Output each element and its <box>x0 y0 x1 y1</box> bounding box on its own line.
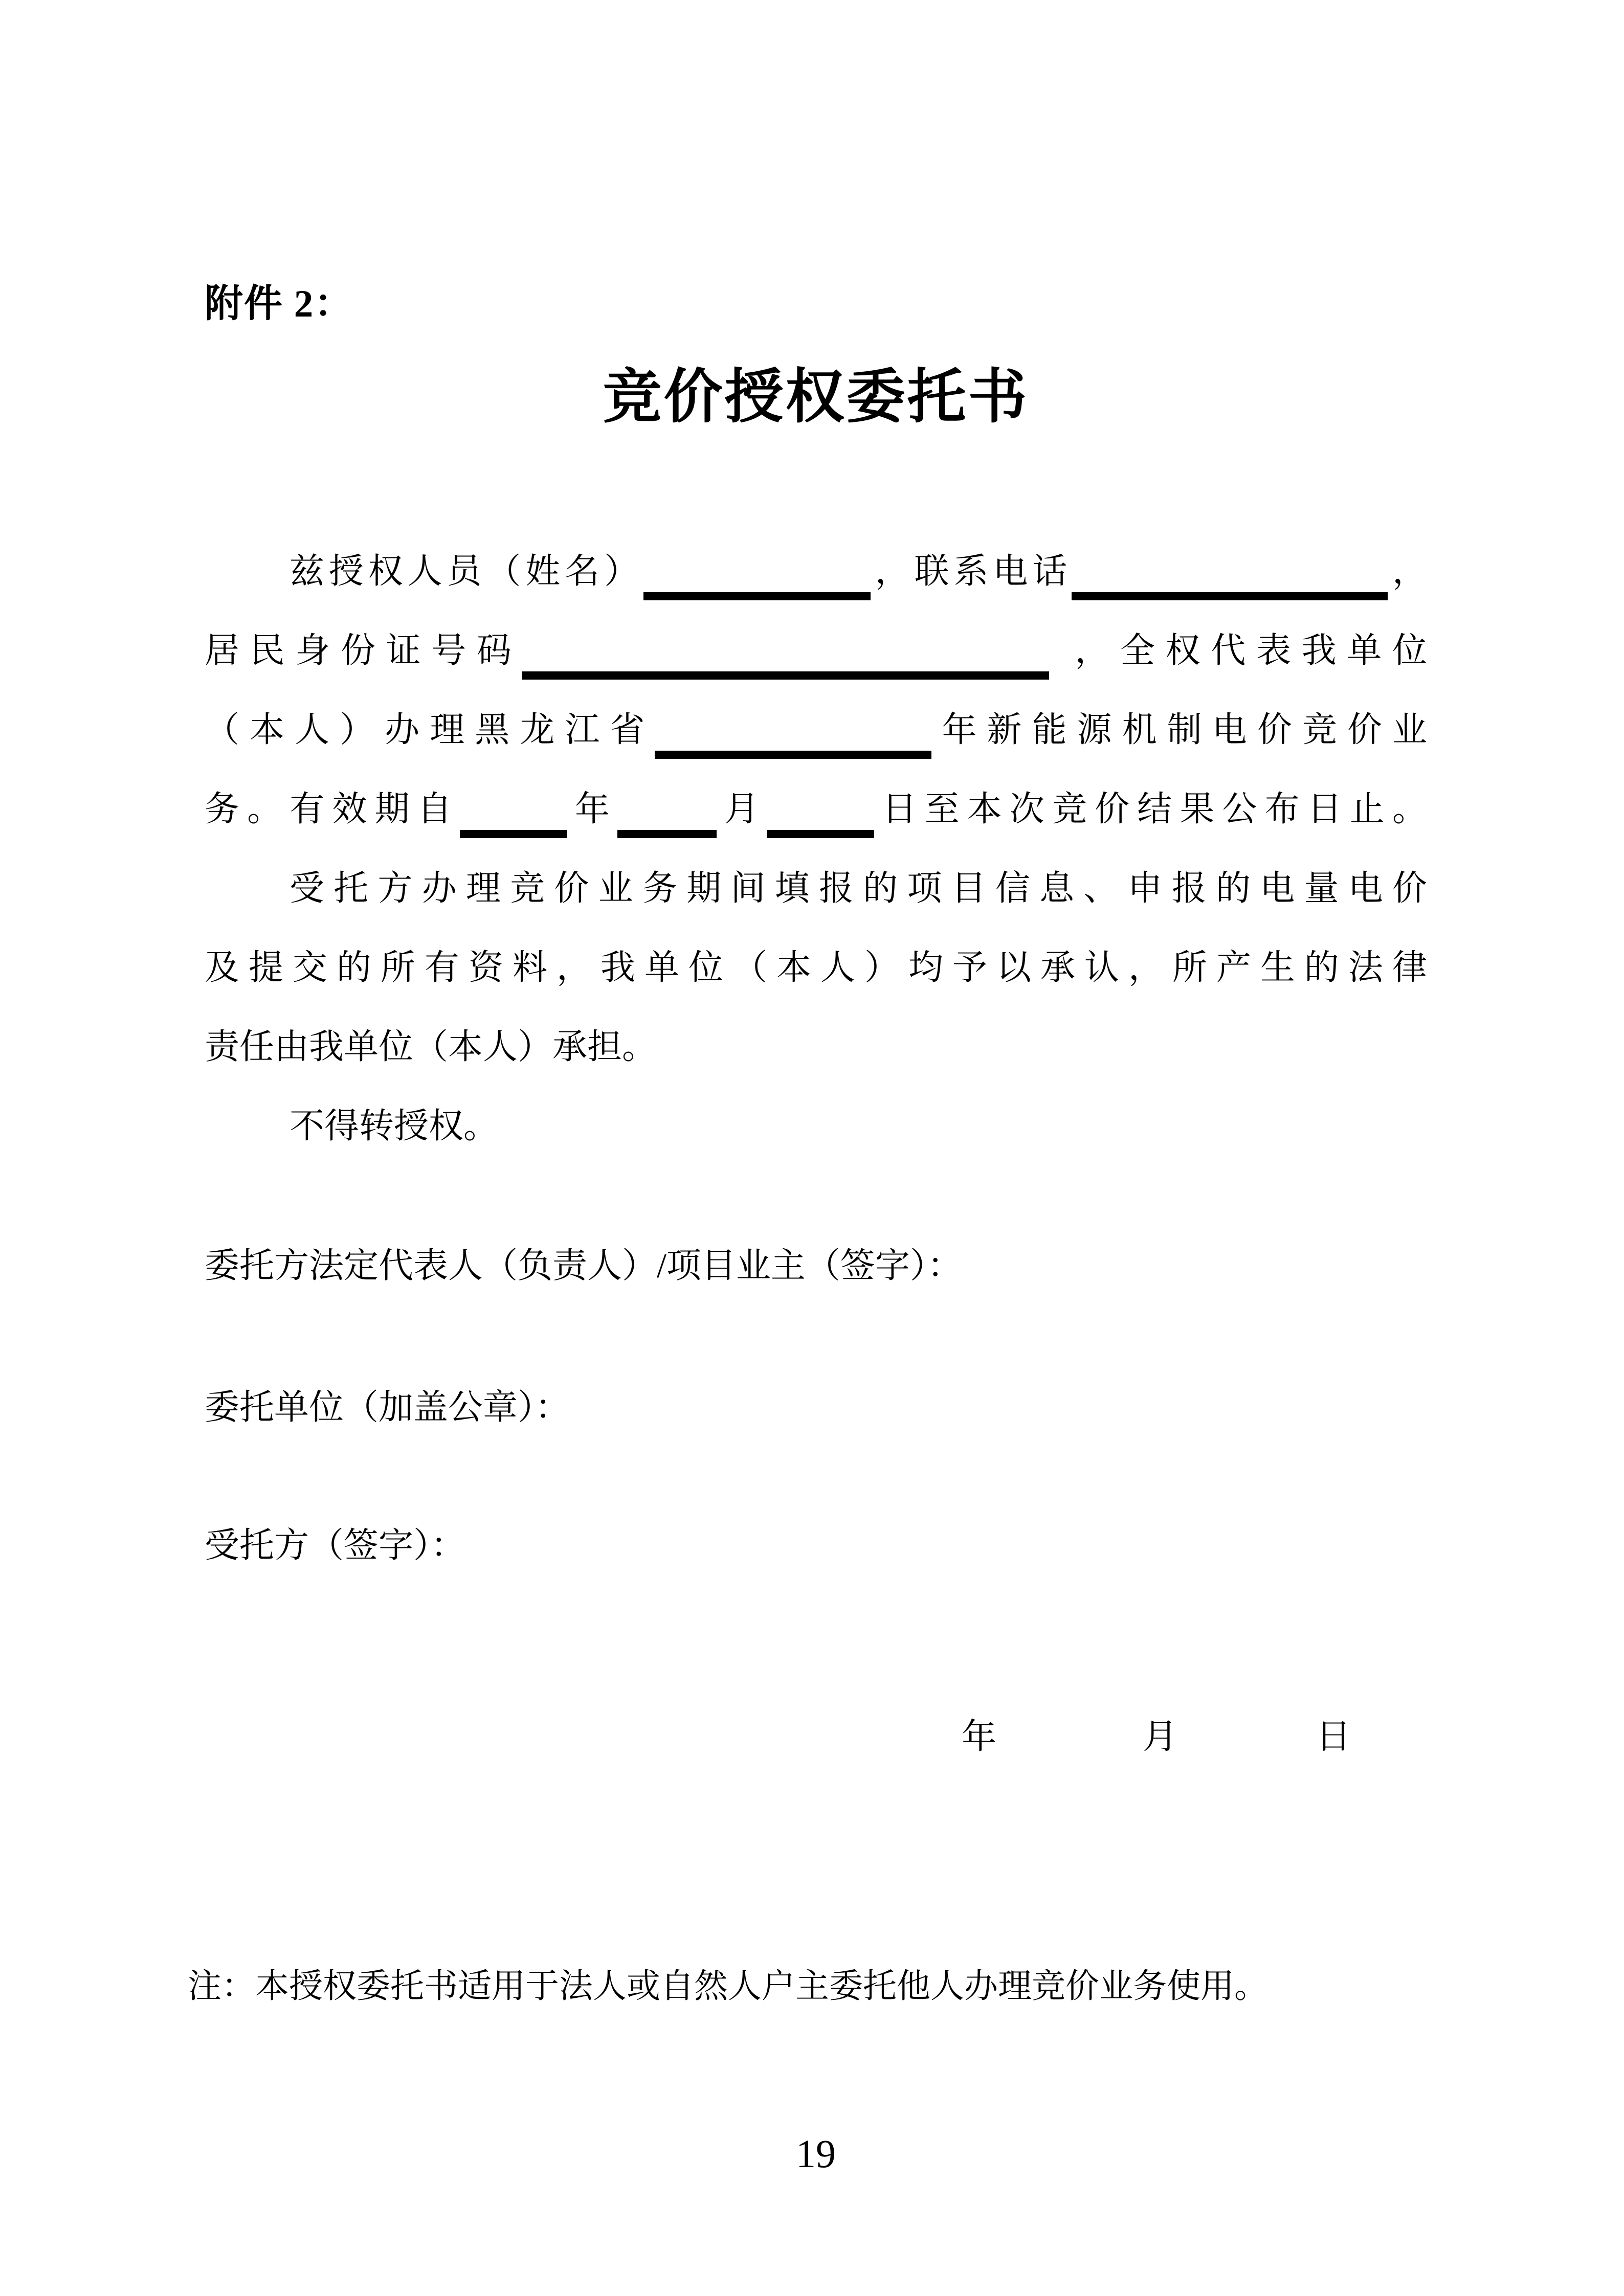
para2-line2: 及提交的所有资料，我单位（本人）均予以承认，所产生的法律 <box>205 948 1427 987</box>
date-line <box>205 1697 1427 1776</box>
date-year-label: 年 <box>962 1717 997 1756</box>
document-title: 竞价授权委托书 <box>603 365 1029 430</box>
para1-line2-text2: ，全权代表我单位 <box>1064 631 1427 670</box>
entrusting-unit-seal-line: 委托单位（加盖公章）： <box>205 1388 570 1427</box>
para1-line1-text3: ， <box>1388 552 1427 591</box>
phone-blank-line <box>1072 592 1388 600</box>
attachment-label: 附件 2： <box>205 283 354 325</box>
id-number-blank-line <box>522 671 1049 680</box>
footnote: 注：本授权委托书适用于法人或自然人户主委托他人办理竞价业务使用。 <box>188 1968 1268 2005</box>
valid-year-blank-line <box>460 830 567 838</box>
para1-line4 <box>205 770 1427 849</box>
auction-year-blank-line <box>655 751 931 759</box>
para3-line: 不得转授权。 <box>290 1107 499 1145</box>
body-text <box>205 532 1427 1166</box>
para1-line1-text1: 兹授权人员（姓名） <box>290 552 643 591</box>
para1-line2 <box>205 611 1427 690</box>
para1-line3-text2: 年新能源机制电价竞价业 <box>931 710 1427 749</box>
para1-line3-text1: （本人）办理黑龙江省 <box>205 710 655 749</box>
para2-line1: 受托方办理竞价业务期间填报的项目信息、申报的电量电价 <box>290 869 1427 908</box>
para1-line1 <box>205 532 1427 611</box>
date-day-label: 日 <box>1316 1717 1351 1756</box>
para1-line4-text2: 年 <box>567 790 618 828</box>
para1-line1-text2: ，联系电话 <box>870 552 1072 591</box>
name-blank-line <box>643 592 871 600</box>
valid-day-blank-line <box>767 830 874 838</box>
legal-representative-signature-line: 委托方法定代表人（负责人）/项目业主（签字）： <box>205 1246 962 1285</box>
trustee-signature-line: 受托方（签字）： <box>205 1526 466 1565</box>
para1-line2-text1: 居民身份证号码 <box>205 631 522 670</box>
para1-line4-text3: 月 <box>717 790 767 828</box>
para1-line3 <box>205 690 1427 770</box>
page-number: 19 <box>796 2131 836 2176</box>
para1-line4-text4: 日至本次竞价结果公布日止。 <box>874 790 1427 828</box>
para2-line3: 责任由我单位（本人）承担。 <box>205 1027 657 1066</box>
para1-line4-text1: 务。有效期自 <box>205 790 460 828</box>
date-month-label: 月 <box>1143 1717 1178 1756</box>
valid-month-blank-line <box>617 830 717 838</box>
